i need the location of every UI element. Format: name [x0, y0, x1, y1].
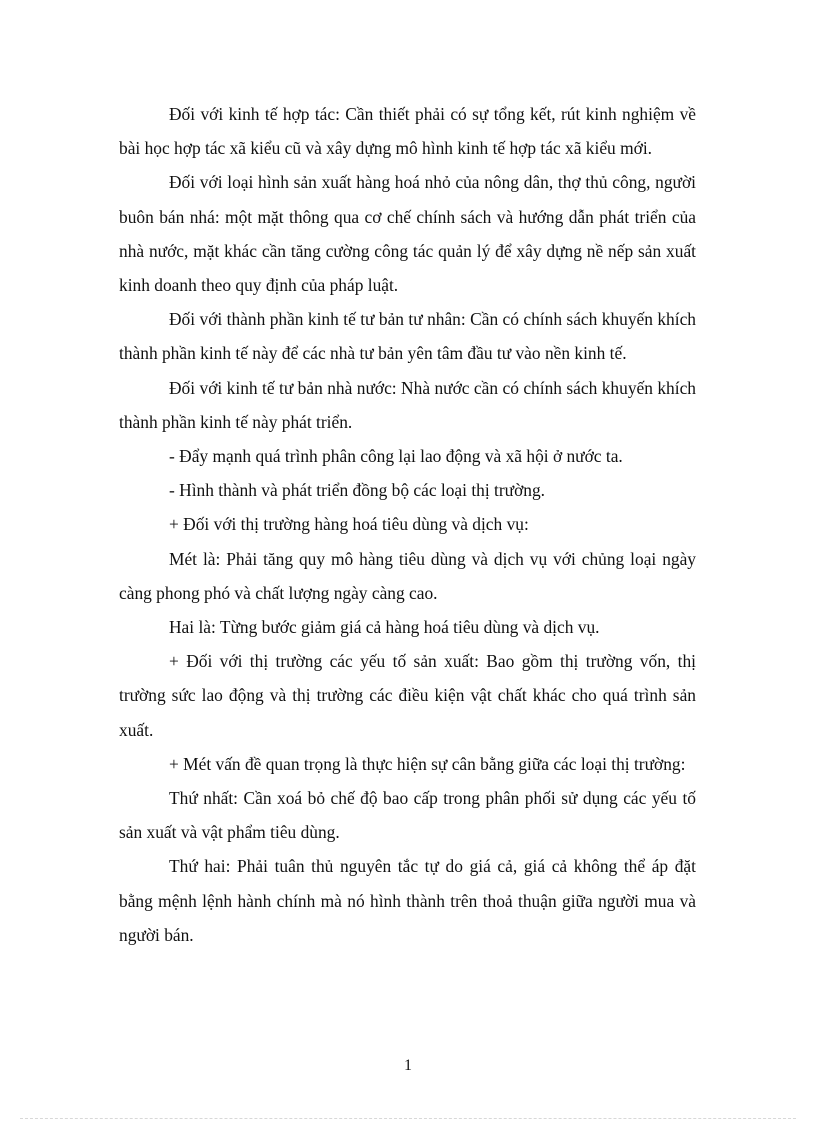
paragraph-production-factors-market: + Đối với thị trường các yếu tố sản xuất: Bao gồm thị trường vốn, thị trường sức lao động và thị trường các điều kiện vật chất khác cho quá trình sản xuất.	[119, 651, 696, 740]
paragraph-labor-division: - Đẩy mạnh quá trình phân công lại lao động và xã hội ở nước ta.	[169, 446, 623, 467]
page-number: 1	[404, 1057, 412, 1074]
page-bottom-border	[20, 1118, 796, 1119]
paragraph-first-requirement: Thứ nhất: Cần xoá bỏ chế độ bao cấp trong phân phối sử dụng các yếu tố sản xuất và vật phẩm tiêu dùng.	[119, 788, 696, 843]
paragraph-consumer-market: + Đối với thị trường hàng hoá tiêu dùng và dịch vụ:	[169, 514, 529, 535]
paragraph-first-point: Mét là: Phải tăng quy mô hàng tiêu dùng và dịch vụ với chủng loại ngày càng phong phó và chất lượng ngày càng cao.	[119, 548, 696, 603]
paragraph-small-commodity-production: Đối với loại hình sản xuất hàng hoá nhỏ của nông dân, thợ thủ công, người buôn bán nhá: một mặt thông qua cơ chế chính sách và hướng dẫn phát triển của nhà nước, mặt khác cần tăng cường công tác quản lý để xây dựng nề nếp sản xuất kinh doanh theo quy định của pháp luật.	[119, 172, 696, 296]
paragraph-second-point: Hai là: Từng bước giảm giá cả hàng hoá tiêu dùng và dịch vụ.	[169, 617, 600, 638]
paragraph-state-capital: Đối với kinh tế tư bản nhà nước: Nhà nước cần có chính sách khuyến khích thành phần kinh tế này phát triển.	[119, 377, 696, 432]
paragraph-market-balance: + Mét vấn đề quan trọng là thực hiện sự cân bằng giữa các loại thị trường:	[169, 753, 686, 774]
paragraph-second-requirement: Thứ hai: Phải tuân thủ nguyên tắc tự do giá cả, giá cả không thể áp đặt bằng mệnh lệnh hành chính mà nó hình thành trên thoả thuận giữa người mua và người bán.	[119, 856, 696, 945]
paragraph-market-development: - Hình thành và phát triển đồng bộ các loại thị trường.	[169, 480, 546, 501]
document-body	[119, 97, 696, 952]
paragraph-cooperative-economy: Đối với kinh tế hợp tác: Cần thiết phải có sự tổng kết, rút kinh nghiệm về bài học hợp tác xã kiểu cũ và xây dựng mô hình kinh tế hợp tác xã kiểu mới.	[119, 104, 696, 159]
paragraph-private-capital: Đối với thành phần kinh tế tư bản tư nhân: Cần có chính sách khuyến khích thành phần kinh tế này để các nhà tư bản yên tâm đầu tư vào nền kinh tế.	[119, 309, 696, 364]
